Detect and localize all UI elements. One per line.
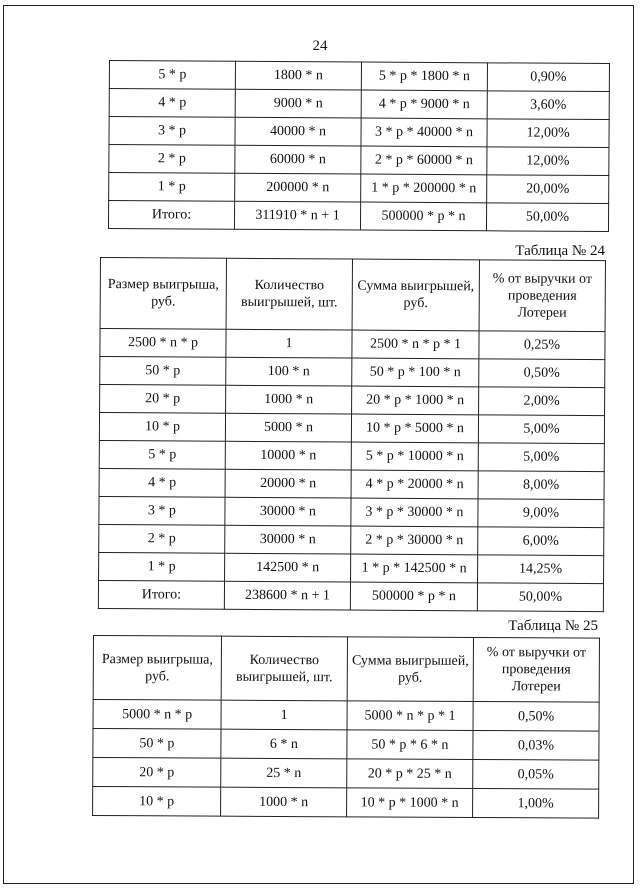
table-cell: 40000 * n	[235, 117, 361, 146]
table-cell: 5 * p * 10000 * n	[351, 442, 478, 471]
table-cell: 5 * p	[99, 440, 225, 469]
table-body	[108, 61, 609, 232]
table-cell: 5000 * n * p	[93, 700, 221, 730]
table-cell: 8,00%	[478, 471, 604, 500]
table-cell: 10 * p	[99, 413, 225, 442]
page-number: 24	[312, 38, 328, 54]
table-cell: 200000 * n	[235, 173, 361, 202]
table-cell: 12,00%	[487, 147, 609, 176]
table-cell: 4 * p	[99, 468, 225, 497]
table-cell: 3 * p * 40000 * n	[361, 118, 487, 147]
table-cell: 1800 * n	[235, 61, 361, 90]
table-cell: 50 * p * 6 * n	[347, 730, 473, 760]
table-cell: 9,00%	[478, 499, 604, 528]
table-row	[99, 440, 604, 471]
table-cell: 4 * p	[109, 89, 235, 118]
column-header: Размер выигрыша, руб.	[100, 258, 226, 330]
table-row	[109, 173, 609, 204]
table-cell: 10 * p * 1000 * n	[347, 788, 473, 818]
table-cell: 6,00%	[478, 527, 604, 556]
table-row	[99, 468, 604, 499]
column-header: Количество выигрышей, шт.	[226, 258, 352, 330]
table-cell: 0,25%	[479, 331, 605, 360]
table-24-caption: Таблица № 24	[515, 243, 605, 259]
column-header: % от выручки от проведения Лотереи	[479, 260, 605, 332]
table-cell: Итого:	[98, 580, 224, 609]
table-cell: 10000 * n	[225, 441, 351, 470]
table-cell: 50,00%	[486, 203, 608, 232]
table-cell: 500000 * p * n	[360, 202, 486, 231]
column-header: Количество выигрышей, шт.	[221, 636, 347, 701]
table-cell: 60000 * n	[235, 145, 361, 174]
table-row	[98, 580, 603, 611]
table-cell: 1 * p * 200000 * n	[361, 174, 487, 203]
table-cell: 100 * n	[226, 357, 352, 386]
column-header: Сумма выигрышей, руб.	[347, 637, 473, 702]
table-row	[93, 787, 599, 819]
table-cell: 3 * p * 30000 * n	[351, 498, 478, 527]
table-cell: 20 * p	[100, 385, 226, 414]
table-cell: 311910 * n + 1	[234, 201, 360, 230]
table-cell: 2,00%	[479, 387, 605, 416]
table-body	[98, 329, 605, 612]
prize-table-continuation	[108, 60, 610, 232]
column-header: % от выручки от проведения Лотереи	[473, 637, 599, 702]
table-cell: 9000 * n	[235, 89, 361, 118]
table-row	[109, 145, 609, 176]
table-cell: 3 * p	[99, 496, 225, 525]
table-cell: 50 * p	[100, 357, 226, 386]
table-cell: 4 * p * 9000 * n	[361, 90, 487, 119]
table-cell: 1 * p	[109, 173, 235, 202]
prize-table-24	[98, 257, 606, 612]
table-cell: 142500 * n	[225, 553, 351, 582]
table-cell: 20 * p * 1000 * n	[352, 386, 479, 415]
table-row	[100, 385, 605, 416]
table-row	[99, 524, 604, 555]
table-row	[109, 89, 609, 120]
table-cell: 1 * p	[99, 552, 225, 581]
table-cell: 10 * p * 5000 * n	[351, 414, 478, 443]
column-header: Размер выигрыша, руб.	[93, 636, 221, 701]
table-cell: 1000 * n	[221, 787, 347, 817]
table-cell: 20,00%	[487, 175, 609, 204]
table-cell: 50 * p * 100 * n	[352, 358, 479, 387]
table-cell: 5000 * n	[225, 413, 351, 442]
table-cell: Итого:	[108, 201, 234, 230]
table-cell: 12,00%	[487, 119, 609, 148]
table-cell: 2 * p	[109, 145, 235, 174]
table-cell: 500000 * p * n	[350, 582, 477, 611]
table-cell: 1	[226, 329, 352, 358]
table-row	[100, 357, 605, 388]
table-cell: 50 * p	[93, 729, 221, 759]
table-cell: 20 * p * 25 * n	[347, 759, 473, 789]
table-row	[108, 201, 608, 232]
table-cell: 5 * p	[109, 61, 235, 90]
table-cell: 6 * n	[221, 729, 347, 759]
table-cell: 0,90%	[487, 63, 609, 92]
table-cell: 2 * p * 60000 * n	[361, 146, 487, 175]
table-cell: 2500 * n * p * 1	[352, 330, 479, 359]
table-cell: 14,25%	[478, 555, 604, 584]
table-row	[109, 61, 609, 92]
table-cell: 20000 * n	[225, 469, 351, 498]
table-row	[109, 117, 609, 148]
table-cell: 0,03%	[473, 730, 599, 760]
table-cell: 30000 * n	[225, 497, 351, 526]
table-cell: 5,00%	[478, 443, 604, 472]
table-cell: 1	[221, 700, 347, 730]
table-header-row	[100, 258, 605, 332]
prize-table-25	[92, 635, 600, 819]
table-cell: 238600 * n + 1	[224, 581, 350, 610]
table-cell: 1000 * n	[226, 385, 352, 414]
table-cell: 0,05%	[473, 759, 599, 789]
table-cell: 3 * p	[109, 117, 235, 146]
table-cell: 5,00%	[478, 415, 604, 444]
table-cell: 5000 * n * p * 1	[347, 701, 473, 731]
table-cell: 10 * p	[93, 787, 221, 817]
table-row	[99, 496, 604, 527]
table-body	[93, 700, 600, 819]
table-cell: 0,50%	[473, 701, 599, 731]
table-cell: 0,50%	[479, 359, 605, 388]
table-cell: 1,00%	[473, 788, 599, 818]
column-header: Сумма выигрышей, руб.	[352, 259, 479, 331]
table-cell: 5 * p * 1800 * n	[361, 62, 487, 91]
table-cell: 4 * p * 20000 * n	[351, 470, 478, 499]
table-cell: 2500 * n * p	[100, 329, 226, 358]
table-cell: 20 * p	[93, 758, 221, 788]
table-row	[100, 329, 605, 360]
table-cell: 2 * p * 30000 * n	[351, 526, 478, 555]
table-cell: 30000 * n	[225, 525, 351, 554]
table-cell: 1 * p * 142500 * n	[351, 554, 478, 583]
table-row	[99, 552, 604, 583]
table-cell: 2 * p	[99, 524, 225, 553]
table-cell: 3,60%	[487, 91, 609, 120]
table-cell: 25 * n	[221, 758, 347, 788]
table-row	[93, 758, 599, 790]
table-row	[93, 700, 599, 732]
table-header-row	[93, 636, 599, 703]
table-row	[93, 729, 599, 761]
table-cell: 50,00%	[477, 583, 603, 612]
table-row	[99, 413, 604, 444]
table-25-caption: Таблица № 25	[508, 618, 598, 634]
